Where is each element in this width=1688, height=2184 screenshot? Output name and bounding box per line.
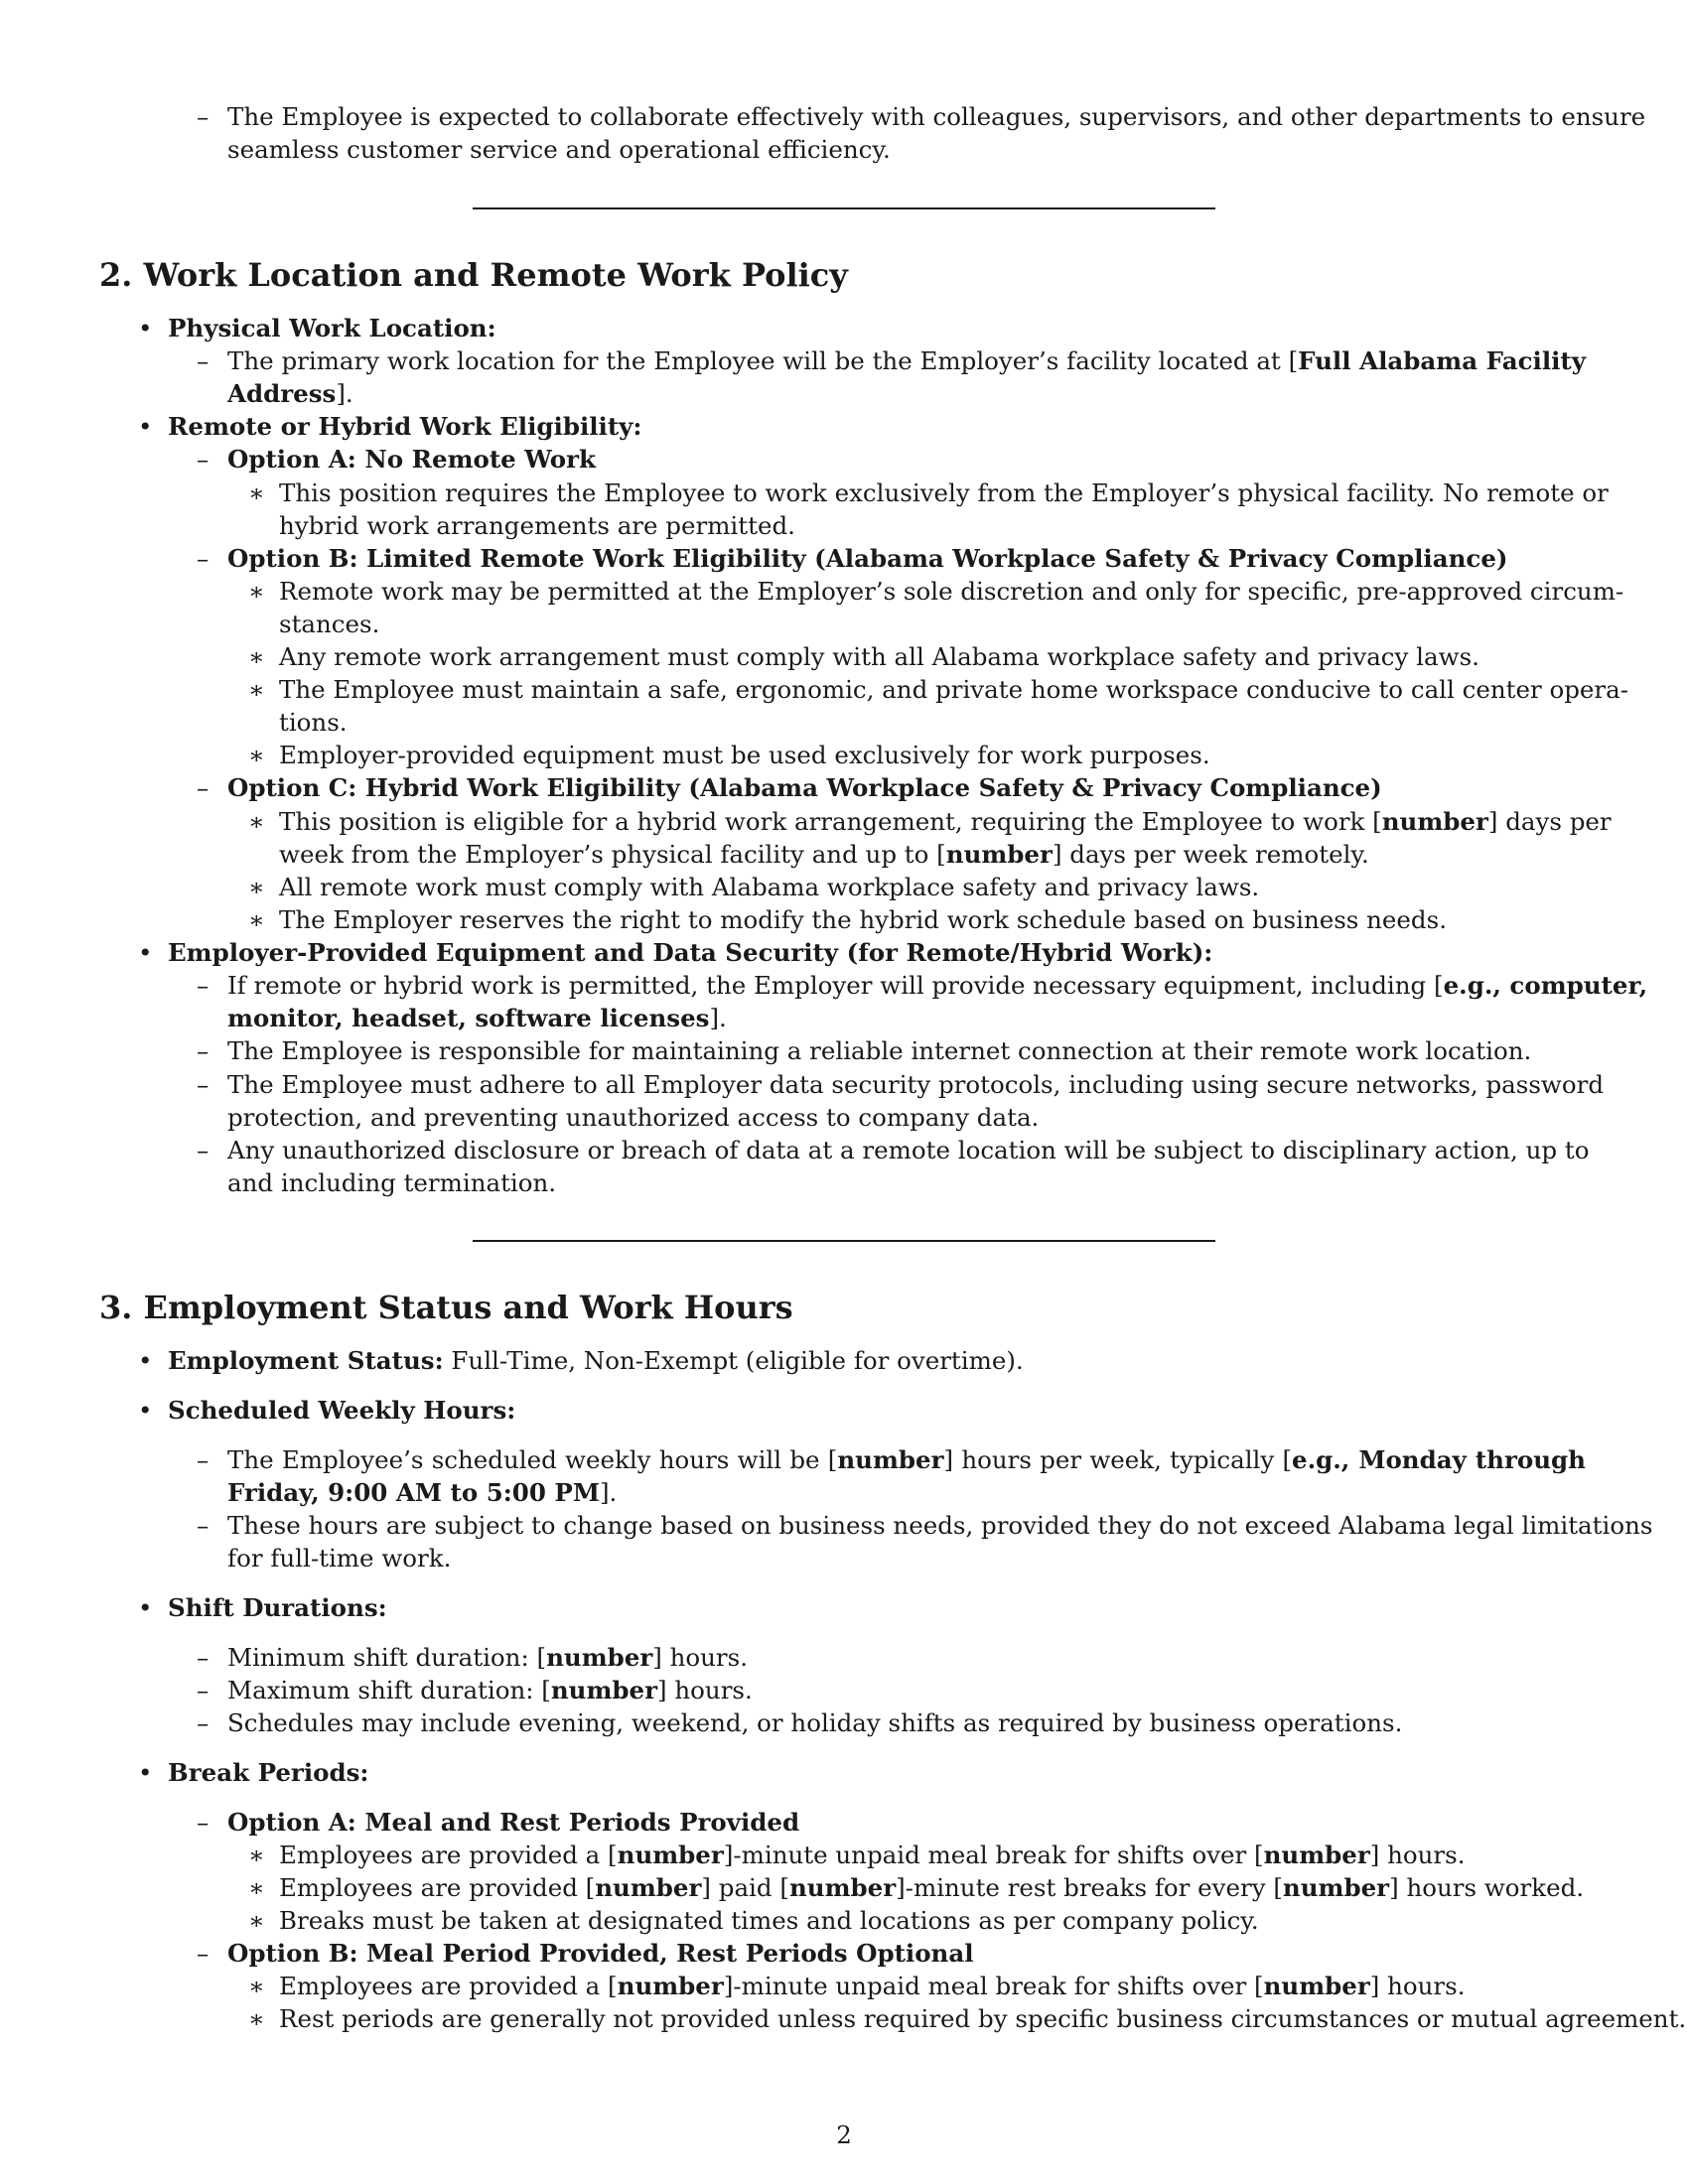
break-periods-label: Break Periods: bbox=[168, 1758, 369, 1787]
dash-marker: – bbox=[197, 773, 210, 802]
dash-marker: – bbox=[197, 544, 210, 573]
break-option-b-item-1: Employees are provided a [number]-minute unpaid meal break for shifts over [number] hours. bbox=[279, 1972, 1466, 2000]
star-marker: ∗ bbox=[248, 873, 265, 901]
intro-line-1: The Employee is expected to collaborate effectively with colleagues, supervisors, and other departments to ensure bbox=[227, 102, 1646, 131]
shift-maximum: Maximum shift duration: [number] hours. bbox=[227, 1676, 753, 1705]
star-marker: ∗ bbox=[248, 1906, 265, 1935]
weekly-hours-item-1-line-2: Friday, 9:00 AM to 5:00 PM]. bbox=[227, 1478, 618, 1507]
option-b-item-4: Employer-provided equipment must be used exclusively for work purposes. bbox=[279, 741, 1210, 769]
star-marker: ∗ bbox=[248, 905, 265, 934]
equipment-item-4-line-1: Any unauthorized disclosure or breach of data at a remote location will be subject to disciplinary action, up to bbox=[227, 1136, 1590, 1164]
break-option-a-label: Option A: Meal and Rest Periods Provided bbox=[227, 1808, 800, 1837]
equipment-item-1-line-2: monitor, headset, software licenses]. bbox=[227, 1004, 727, 1032]
break-option-a-item-3: Breaks must be taken at designated times and locations as per company policy. bbox=[279, 1906, 1259, 1935]
option-c-item-1-line-2: week from the Employer’s physical facility and up to [number] days per week remotely. bbox=[279, 840, 1369, 869]
option-b-label: Option B: Limited Remote Work Eligibility (Alabama Workplace Safety & Privacy Compliance) bbox=[227, 544, 1508, 573]
dash-marker: – bbox=[197, 1708, 210, 1737]
dash-marker: – bbox=[197, 1676, 210, 1705]
break-option-b-label: Option B: Meal Period Provided, Rest Periods Optional bbox=[227, 1939, 974, 1968]
equipment-label: Employer-Provided Equipment and Data Security (for Remote/Hybrid Work): bbox=[168, 938, 1213, 967]
option-b-item-3-line-1: The Employee must maintain a safe, ergonomic, and private home workspace conducive to call center opera- bbox=[279, 675, 1629, 704]
equipment-item-3-line-2: protection, and preventing unauthorized access to company data. bbox=[227, 1103, 1040, 1132]
physical-location-line-2: Address]. bbox=[227, 379, 353, 408]
remote-eligibility-label: Remote or Hybrid Work Eligibility: bbox=[168, 412, 642, 441]
star-marker: ∗ bbox=[248, 478, 265, 507]
section-divider bbox=[473, 207, 1215, 209]
option-b-item-2: Any remote work arrangement must comply with all Alabama workplace safety and privacy laws. bbox=[279, 642, 1479, 671]
dash-marker: – bbox=[197, 1070, 210, 1099]
equipment-item-2: The Employee is responsible for maintaining a reliable internet connection at their remote work location. bbox=[227, 1036, 1532, 1065]
dash-marker: – bbox=[197, 1511, 210, 1540]
dash-marker: – bbox=[197, 445, 210, 474]
weekly-hours-item-2-line-1: These hours are subject to change based on business needs, provided they do not exceed Alabama legal limitations bbox=[227, 1511, 1653, 1540]
weekly-hours-item-1-line-1: The Employee’s scheduled weekly hours will be [number] hours per week, typically [e.g., Monday through bbox=[227, 1445, 1586, 1474]
star-marker: ∗ bbox=[248, 1873, 265, 1902]
star-marker: ∗ bbox=[248, 741, 265, 769]
star-marker: ∗ bbox=[248, 807, 265, 836]
dash-marker: – bbox=[197, 1445, 210, 1474]
dash-marker: – bbox=[197, 1643, 210, 1672]
break-option-b-item-2: Rest periods are generally not provided unless required by specific business circumstances or mutual agreement. bbox=[279, 2004, 1687, 2033]
star-marker: ∗ bbox=[248, 675, 265, 704]
dash-marker: – bbox=[197, 1939, 210, 1968]
bullet-marker: • bbox=[138, 1593, 153, 1622]
dash-marker: – bbox=[197, 1136, 210, 1164]
bullet-marker: • bbox=[138, 314, 153, 342]
bullet-marker: • bbox=[138, 1346, 153, 1375]
break-option-a-item-1: Employees are provided a [number]-minute unpaid meal break for shifts over [number] hours. bbox=[279, 1841, 1466, 1869]
star-marker: ∗ bbox=[248, 642, 265, 671]
physical-location-line-1: The primary work location for the Employee will be the Employer’s facility located at [Full Alabama Facility bbox=[227, 346, 1586, 375]
option-c-label: Option C: Hybrid Work Eligibility (Alabama Workplace Safety & Privacy Compliance) bbox=[227, 773, 1382, 802]
dash-marker: – bbox=[197, 102, 210, 131]
shift-schedules: Schedules may include evening, weekend, or holiday shifts as required by business operations. bbox=[227, 1708, 1403, 1737]
star-marker: ∗ bbox=[248, 1972, 265, 2000]
star-marker: ∗ bbox=[248, 1841, 265, 1869]
section-3-heading: 3. Employment Status and Work Hours bbox=[99, 1289, 793, 1326]
page-number: 2 bbox=[836, 2120, 852, 2149]
option-a-label: Option A: No Remote Work bbox=[227, 445, 597, 474]
option-c-item-1-line-1: This position is eligible for a hybrid work arrangement, requiring the Employee to work [number] days per bbox=[279, 807, 1612, 836]
bullet-marker: • bbox=[138, 1396, 153, 1425]
bullet-marker: • bbox=[138, 1758, 153, 1787]
weekly-hours-item-2-line-2: for full-time work. bbox=[227, 1544, 452, 1572]
option-c-item-2: All remote work must comply with Alabama workplace safety and privacy laws. bbox=[279, 873, 1260, 901]
employment-status: Employment Status: Full-Time, Non-Exempt (eligible for overtime). bbox=[168, 1346, 1024, 1375]
star-marker: ∗ bbox=[248, 2004, 265, 2033]
shift-minimum: Minimum shift duration: [number] hours. bbox=[227, 1643, 748, 1672]
dash-marker: – bbox=[197, 1036, 210, 1065]
option-a-item-1-line-1: This position requires the Employee to work exclusively from the Employer’s physical facility. No remote or bbox=[279, 478, 1609, 507]
option-c-item-3: The Employer reserves the right to modify the hybrid work schedule based on business needs. bbox=[279, 905, 1447, 934]
option-b-item-1-line-2: stances. bbox=[279, 610, 380, 638]
shift-durations-label: Shift Durations: bbox=[168, 1593, 387, 1622]
weekly-hours-label: Scheduled Weekly Hours: bbox=[168, 1396, 516, 1425]
equipment-item-1-line-1: If remote or hybrid work is permitted, the Employer will provide necessary equipment, including [e.g., computer, bbox=[227, 971, 1648, 1000]
break-option-a-item-2: Employees are provided [number] paid [number]-minute rest breaks for every [number] hours worked. bbox=[279, 1873, 1585, 1902]
equipment-item-4-line-2: and including termination. bbox=[227, 1168, 557, 1197]
equipment-item-3-line-1: The Employee must adhere to all Employer data security protocols, including using secure networks, password bbox=[227, 1070, 1605, 1099]
option-b-item-3-line-2: tions. bbox=[279, 708, 348, 737]
physical-location-label: Physical Work Location: bbox=[168, 314, 496, 342]
intro-line-2: seamless customer service and operational efficiency. bbox=[227, 135, 891, 164]
bullet-marker: • bbox=[138, 938, 153, 967]
dash-marker: – bbox=[197, 971, 210, 1000]
option-b-item-1-line-1: Remote work may be permitted at the Employer’s sole discretion and only for specific, pre-approved circum- bbox=[279, 577, 1624, 606]
star-marker: ∗ bbox=[248, 577, 265, 606]
dash-marker: – bbox=[197, 346, 210, 375]
bullet-marker: • bbox=[138, 412, 153, 441]
option-a-item-1-line-2: hybrid work arrangements are permitted. bbox=[279, 511, 795, 540]
dash-marker: – bbox=[197, 1808, 210, 1837]
section-divider bbox=[473, 1240, 1215, 1242]
section-2-heading: 2. Work Location and Remote Work Policy bbox=[99, 256, 848, 294]
